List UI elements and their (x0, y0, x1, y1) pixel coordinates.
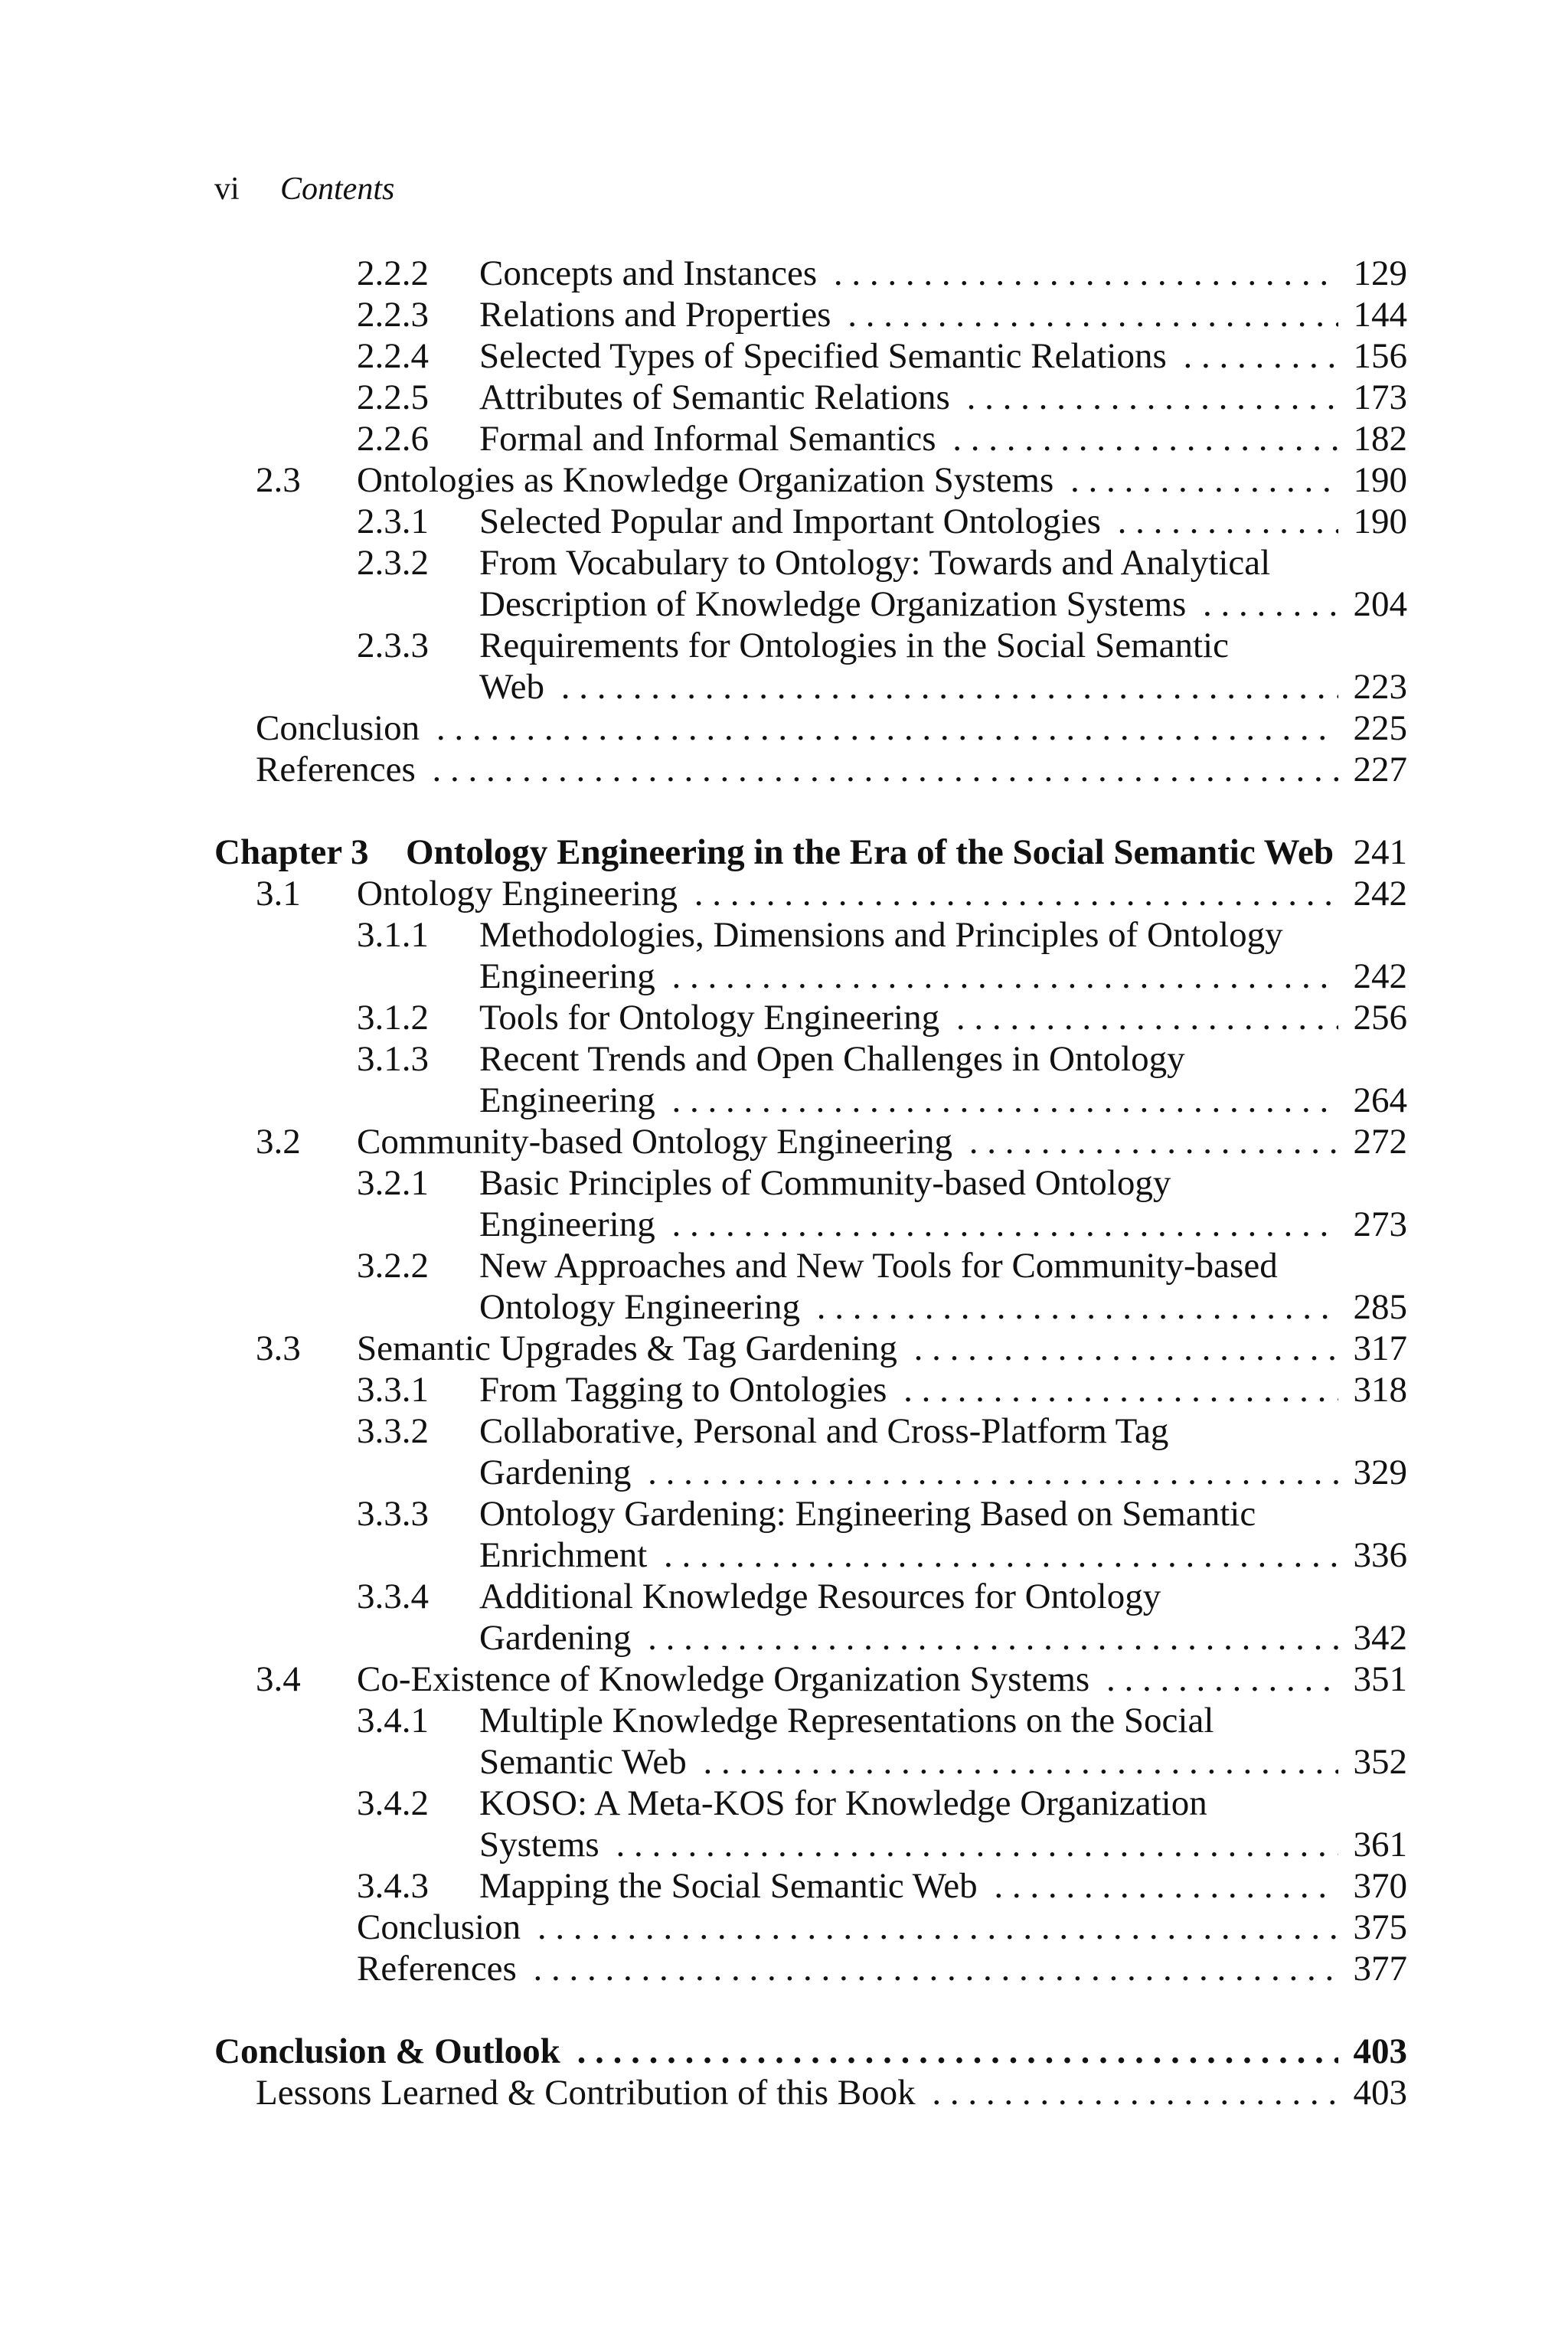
toc-entry-number: 3.3.1 (357, 1370, 429, 1410)
toc-entry-number: 2.3.3 (357, 626, 429, 665)
toc-entry-continuation (0, 1617, 1568, 1659)
toc-page-number: 190 (1353, 460, 1407, 500)
toc-page-number: 242 (1353, 956, 1407, 996)
toc-entry-title: Conclusion & Outlook (214, 2031, 568, 2071)
toc-page-number: 264 (1353, 1080, 1407, 1120)
toc-entry-title-continued: Web (479, 667, 552, 707)
toc-entry-continuation (0, 1080, 1568, 1121)
toc-entry (0, 1700, 1568, 1741)
toc-entry-number: 2.3.2 (357, 543, 429, 583)
page-number: vi (214, 172, 240, 207)
toc-entry-number: 3.4.3 (357, 1866, 429, 1906)
toc-page-number: 285 (1353, 1287, 1407, 1327)
toc-entry (0, 1121, 1568, 1162)
toc-entry-title: Additional Knowledge Resources for Ontology (479, 1577, 1161, 1616)
toc-page-number: 352 (1353, 1742, 1407, 1782)
toc-entry (0, 1865, 1568, 1907)
toc-page-number: 375 (1353, 1907, 1407, 1947)
toc-entry-title: Concepts and Instances (479, 253, 825, 293)
toc-entry (0, 914, 1568, 956)
toc-entry-number: 3.3.4 (357, 1577, 429, 1616)
toc-entry-number: 3.4.2 (357, 1783, 429, 1823)
toc-entry (0, 418, 1568, 459)
toc-entry-title-continued: Semantic Web (479, 1742, 694, 1782)
toc-entry-title: Basic Principles of Community-based Ontology (479, 1163, 1171, 1203)
toc-entry (0, 253, 1568, 294)
toc-entry-title: Relations and Properties (479, 295, 838, 335)
toc-entry-number: 3.1 (256, 874, 301, 913)
toc-entry-number: 3.1.1 (357, 915, 429, 955)
toc-entry-number: Chapter 3 (214, 832, 369, 872)
toc-chapter-entry (0, 832, 1568, 873)
toc-entry-title: Conclusion (357, 1907, 528, 1947)
toc-page-number: 156 (1353, 336, 1407, 376)
toc-page-number: 227 (1353, 750, 1407, 789)
toc-entry-continuation (0, 1204, 1568, 1245)
toc-page-number: 272 (1353, 1122, 1407, 1162)
toc-entry-title: Formal and Informal Semantics (479, 419, 944, 459)
toc-entry (0, 873, 1568, 914)
toc-entry-title: Requirements for Ontologies in the Social Semantic (479, 626, 1229, 665)
toc-page-number: 144 (1353, 295, 1407, 335)
toc-page-number: 182 (1353, 419, 1407, 459)
toc-entry-title: Semantic Upgrades & Tag Gardening (357, 1329, 905, 1368)
toc-page-number: 190 (1353, 502, 1407, 541)
toc-entry-title: Ontology Engineering in the Era of the Social Semantic Web (406, 832, 1338, 872)
toc-entry-number: 3.2.2 (357, 1246, 429, 1286)
toc-entry (0, 1328, 1568, 1369)
toc-entry-title: Ontology Engineering (357, 874, 685, 913)
toc-entry-title-continued: Engineering (479, 956, 663, 996)
toc-entry-title-continued: Gardening (479, 1618, 639, 1658)
toc-entry-title: Ontology Gardening: Engineering Based on Semantic (479, 1494, 1256, 1534)
toc-page-number: 241 (1353, 832, 1407, 872)
toc-entry (0, 1907, 1568, 1948)
running-head-title: Contents (280, 172, 395, 207)
toc-entry-title: References (256, 750, 423, 789)
toc-entry-title-continued: Systems (479, 1825, 607, 1865)
toc-entry-number: 2.2.6 (357, 419, 429, 459)
toc-entry (0, 1245, 1568, 1286)
toc-entry-number: 2.3.1 (357, 502, 429, 541)
toc-entry-continuation (0, 1741, 1568, 1783)
toc-entry (0, 1576, 1568, 1617)
toc-page-number: 370 (1353, 1866, 1407, 1906)
toc-entry-title-continued: Engineering (479, 1080, 663, 1120)
toc-entry-title: KOSO: A Meta-KOS for Knowledge Organization (479, 1783, 1207, 1823)
toc-entry (0, 1410, 1568, 1452)
toc-entry (0, 377, 1568, 418)
toc-entry-title-continued: Description of Knowledge Organization Systems (479, 584, 1194, 624)
toc-entry-number: 2.2.4 (357, 336, 429, 376)
toc-entry (0, 1948, 1568, 1989)
toc-page-number: 342 (1353, 1618, 1407, 1658)
toc-entry-title: Recent Trends and Open Challenges in Ontology (479, 1039, 1185, 1079)
toc-entry-number: 3.1.2 (357, 998, 429, 1038)
toc-entry (0, 1493, 1568, 1534)
toc-entry (0, 1162, 1568, 1204)
toc-entry (0, 997, 1568, 1038)
toc-page-number: 403 (1353, 2073, 1407, 2113)
toc-entry-title: Selected Types of Specified Semantic Relations (479, 336, 1174, 376)
toc-entry (0, 625, 1568, 666)
toc-entry-title: Mapping the Social Semantic Web (479, 1866, 985, 1906)
toc-entry-title: Ontologies as Knowledge Organization Systems (357, 460, 1061, 500)
toc-entry (0, 459, 1568, 501)
toc-page-number: 273 (1353, 1204, 1407, 1244)
toc-page-number: 403 (1353, 2031, 1407, 2071)
toc-page-number: 361 (1353, 1825, 1407, 1865)
toc-page-number: 129 (1353, 253, 1407, 293)
toc-entry-number: 2.2.2 (357, 253, 429, 293)
toc-entry-number: 2.2.5 (357, 377, 429, 417)
toc-entry (0, 749, 1568, 790)
toc-entry-number: 3.3 (256, 1329, 301, 1368)
toc-entry (0, 2031, 1568, 2072)
toc-entry-number: 3.4.1 (357, 1701, 429, 1740)
toc-entry (0, 2072, 1568, 2113)
toc-entry-title-continued: Engineering (479, 1204, 663, 1244)
toc-entry-title: From Tagging to Ontologies (479, 1370, 894, 1410)
toc-entry (0, 542, 1568, 583)
toc-page-number: 336 (1353, 1535, 1407, 1575)
toc-entry-number: 2.3 (256, 460, 301, 500)
toc-entry-number: 3.3.3 (357, 1494, 429, 1534)
toc-entry (0, 708, 1568, 749)
toc-entry-title-continued: Enrichment (479, 1535, 655, 1575)
toc-entry-number: 3.2 (256, 1122, 301, 1162)
toc-entry-title: Collaborative, Personal and Cross-Platform Tag (479, 1411, 1169, 1451)
toc-entry (0, 1369, 1568, 1410)
toc-page-number: 377 (1353, 1949, 1407, 1989)
toc-entry (0, 1038, 1568, 1080)
toc-page-number: 173 (1353, 377, 1407, 417)
toc-entry (0, 335, 1568, 377)
toc-entry-title: References (357, 1949, 524, 1989)
toc-entry-number: 3.1.3 (357, 1039, 429, 1079)
toc-entry-title: New Approaches and New Tools for Community-based (479, 1246, 1278, 1286)
toc-entry-continuation (0, 1534, 1568, 1576)
toc-page-number: 242 (1353, 874, 1407, 913)
toc-entry (0, 501, 1568, 542)
toc-entry-title: Multiple Knowledge Representations on the Social (479, 1701, 1214, 1740)
toc-entry-number: 3.3.2 (357, 1411, 429, 1451)
toc-entry-title: Conclusion (256, 708, 427, 748)
running-head (214, 170, 394, 208)
toc-entry-title: From Vocabulary to Ontology: Towards and Analytical (479, 543, 1271, 583)
toc-entry-title: Methodologies, Dimensions and Principles of Ontology (479, 915, 1283, 955)
toc-entry-number: 2.2.3 (357, 295, 429, 335)
toc-entry-title-continued: Gardening (479, 1453, 639, 1492)
toc-entry-number: 3.4 (256, 1659, 301, 1699)
toc-page-number: 223 (1353, 667, 1407, 707)
toc-page-number: 317 (1353, 1329, 1407, 1368)
toc-page-number: 329 (1353, 1453, 1407, 1492)
toc-page-number: 256 (1353, 998, 1407, 1038)
toc-entry-continuation (0, 666, 1568, 708)
toc-entry-continuation (0, 1286, 1568, 1328)
toc-entry-title: Community-based Ontology Engineering (357, 1122, 960, 1162)
toc-entry (0, 1659, 1568, 1700)
toc-entry-continuation (0, 956, 1568, 997)
toc-entry (0, 1783, 1568, 1824)
toc-entry (0, 294, 1568, 335)
toc-entry-continuation (0, 583, 1568, 625)
toc-page-number: 351 (1353, 1659, 1407, 1699)
toc-page-number: 318 (1353, 1370, 1407, 1410)
toc-entry-number: 3.2.1 (357, 1163, 429, 1203)
toc-entry-title: Selected Popular and Important Ontologies (479, 502, 1109, 541)
toc-entry-title: Co-Existence of Knowledge Organization Systems (357, 1659, 1097, 1699)
toc-entry-title-continued: Ontology Engineering (479, 1287, 808, 1327)
toc-entry-continuation (0, 1452, 1568, 1493)
toc-entry-title: Lessons Learned & Contribution of this Book (256, 2073, 923, 2113)
toc-entry-title: Tools for Ontology Engineering (479, 998, 947, 1038)
toc-page-number: 204 (1353, 584, 1407, 624)
toc-page-number: 225 (1353, 708, 1407, 748)
toc-entry-continuation (0, 1824, 1568, 1865)
toc-entry-title: Attributes of Semantic Relations (479, 377, 958, 417)
